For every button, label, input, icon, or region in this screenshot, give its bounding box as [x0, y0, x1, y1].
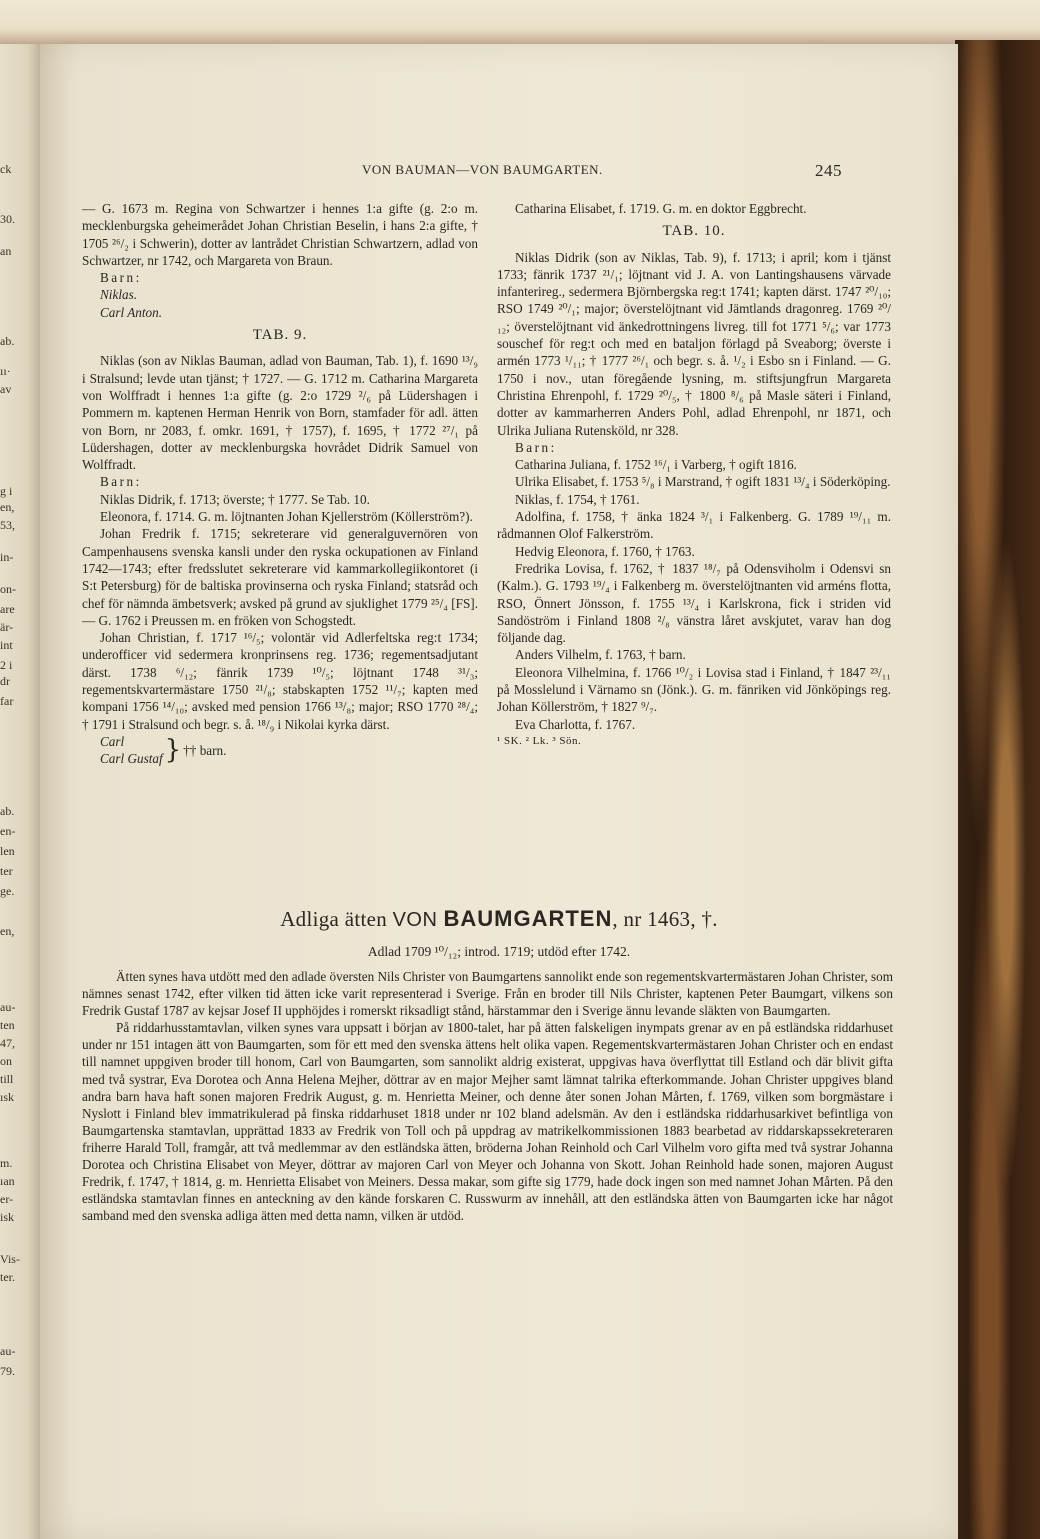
section-body	[82, 968, 893, 1224]
facing-page-text-fragment: 30.	[0, 212, 15, 226]
facing-page-text-fragment: ab.	[0, 334, 15, 348]
facing-page-text-fragment: en,	[0, 924, 15, 938]
child-entry: Eleonora Vilhelmina, f. 1766 ¹⁰/₂ i Lovisa stad i Finland, † 1847 ²³/₁₁ på Mosslelund i Värnamo sn (Jönk.). G. m. fänriken vid Jönköpings reg. Johan Köllerström, † 1827 ⁹/₇.	[497, 664, 891, 715]
section-subtitle: Adlad 1709 ¹⁰/₁₂; introd. 1719; utdöd efter 1742.	[367, 944, 631, 959]
facing-page-text-fragment: ısk	[0, 1090, 15, 1104]
paragraph: På riddarhusstamtavlan, vilken synes vara uppsatt i början av 1800-talet, har på ätten falskeligen inympats grenar av en på estländska riddarhuset under nr 151 intagen ätt von Baumgarten, som för ett med den svenska ättens helt olika vapen. Regementskvartermästaren Johan Christer och en endast till namnet uppgiven broder till honom, Carl von Baumgarten, som sannolikt aldrig existerat, uppgivas hava överflyttat till Estland och där blivit gifta med två systrar, Eva Dorotea och Anna Helena Mejher, döttrar av en major Mejher samt lämnat talrika efterkommande. Johan Christer uppgives bland andra barn hava haft sonen majoren Fredrik August, g. m. Henrietta Meiner, och denne åter sonen Johan Mårten, f. 1769, vilken som borgmästare i Nyslott i Finland blev immatrikulerad på finska riddarhuset 1818 under nr 102 bland adelsmän. Av den i estländska riddarhusarkivet befintliga von Baumgartenska stamtavlan, upprättad 1833 av Fredrik von Toll och på uppdrag av matrikelkommissionen 1883 bearbetad av riddarskapssekreteraren friherre Harald Toll, framgår, att två medlemmar av den estländska ätten, bröderna Johan Reinhold och Carl Vilhelm voro gifta med två systrar Johanna Dorotea och Christina Elisabet von Meyer, döttrar av majoren Carl von Meyer och Johanna von Skott. Johan Reinhold hade sonen, majoren August Fredrik, f. 1747, † 1814, g. m. Henrietta Elisabet von Meiners. Dessa makar, som gifte sig 1779, hade dock ingen son med namnet Johan Mårten. På den estländska stamtavlan finnes en anteckning av den kände forskaren C. Russwurm av innehåll, att den estländska ätten von Baumgarten icke har något samband med den svenska adliga ätten med detta namn, vilken är utdöd.	[82, 1020, 893, 1224]
child-entry: Eleonora, f. 1714. G. m. löjtnanten Johan Kjellerström (Köllerström?).	[100, 509, 473, 525]
child-entry: Carl Anton.	[100, 304, 163, 320]
facing-page-text-fragment: av	[0, 382, 12, 396]
brace-entry	[82, 733, 478, 768]
children-heading: Barn:	[100, 474, 142, 490]
child-entry: Johan Fredrik f. 1715; sekreterare vid generalguvernören von Campenhausens svenska kansli under den ryska ockupationen av Finland 1742—1743; efter fredsslutet sekreterare vid kammarkollegiikontoret (i S:t Petersburg) för de baltiska provinserna och ryska Finland; statsråd och chef för nämnda ämbetsverk; avsked på grund av sjuklighet 1779 ²⁵/₄ [FS]. — G. 1762 i Preussen m. en fröken von Schogstedt.	[82, 526, 478, 628]
page-top-edge	[0, 0, 1040, 48]
facing-page-text-fragment: till	[0, 1072, 14, 1086]
brace-note: †† barn.	[183, 742, 227, 758]
child-entry: Eva Charlotta, f. 1767.	[515, 716, 636, 732]
facing-page-text-fragment: ter	[0, 864, 13, 878]
facing-page-text-fragment: dr	[0, 674, 10, 688]
facing-page-text-fragment: int	[0, 638, 13, 652]
child-entry: Adolfina, f. 1758, † änka 1824 ³/₁ i Falkenberg. G. 1789 ¹⁹/₁₁ m. rådmannen Olof Falkerström.	[497, 509, 891, 542]
facing-page-text-fragment: are	[0, 602, 15, 616]
facing-page-text-fragment: an	[0, 244, 12, 258]
page-number: 245	[815, 161, 842, 180]
footnotes: ¹ SK. ² Lk. ³ Sön.	[497, 734, 582, 747]
table-heading: TAB. 9.	[252, 327, 308, 344]
child-entry: Catharina Elisabet, f. 1719. G. m. en doktor Eggbrecht.	[515, 201, 807, 216]
children-heading: Barn:	[100, 270, 142, 286]
facing-page-text-fragment: en,	[0, 500, 15, 514]
facing-page-text-fragment: en-	[0, 824, 16, 838]
child-entry: Niklas, f. 1754, † 1761.	[515, 491, 640, 507]
facing-page-text-fragment: 79.	[0, 1364, 15, 1378]
section-title: Adliga ätten VON BAUMGARTEN, nr 1463, †.	[280, 906, 718, 931]
children-heading: Barn:	[515, 439, 557, 455]
facing-page-text-fragment: ten	[0, 1018, 15, 1032]
curly-brace-icon: }	[164, 735, 182, 766]
facing-page-text-fragment: 47,	[0, 1036, 15, 1050]
facing-page-text-fragment: ge.	[0, 884, 15, 898]
child-entry: Hedvig Eleonora, f. 1760, † 1763.	[515, 543, 695, 559]
book-page	[40, 44, 958, 1539]
paragraph: Niklas (son av Niklas Bauman, adlad von Bauman, Tab. 1), f. 1690 ¹³/₉ i Stralsund; levde utan tjänst; † 1727. — G. 1712 m. Catharina Margareta von Wolffradt i hennes 1:a gifte (g. 2:o 1729 ²/₆ på Lüdershagen i Pommern m. kaptenen Herman Henrik von Born, stamfader för adl. ätten von Born, nr 2083, f. omkr. 1691, † 1757), f. 1695, † 1772 ²⁷/₁ på Lüdershagen, dotter av mecklenburgska hovrådet Didrik Samuel von Wolffradt.	[82, 353, 478, 473]
facing-page-text-fragment: er-	[0, 1192, 14, 1206]
facing-page-text-fragment: Vis-	[0, 1252, 20, 1266]
facing-page-text-fragment: g i	[0, 484, 13, 498]
facing-page-text-fragment: ab.	[0, 804, 15, 818]
child-entry: Catharina Juliana, f. 1752 ¹⁶/₁ i Varberg, † ogift 1816.	[515, 457, 797, 473]
facing-page-text-fragment: 2 i	[0, 658, 13, 672]
facing-page-text-fragment: len	[0, 844, 15, 858]
brace-names: Carl Carl Gustaf	[100, 733, 163, 767]
running-title: VON BAUMAN—VON BAUMGARTEN.	[362, 162, 603, 177]
facing-page-text-fragment: ck	[0, 162, 12, 176]
book-binding-edge	[955, 40, 1040, 1539]
child-entry: Niklas.	[100, 287, 137, 303]
facing-page-text-fragment: isk	[0, 1210, 15, 1224]
facing-page-text-fragment: au-	[0, 1000, 16, 1014]
facing-page-text-fragment: ter.	[0, 1270, 15, 1284]
table-heading: TAB. 10.	[662, 223, 726, 240]
facing-page-text-fragment: ıan	[0, 1174, 15, 1188]
paragraph: Niklas Didrik (son av Niklas, Tab. 9), f. 1713; i april; kom i tjänst 1733; fänrik 1737 ²¹/₁; löjtnant vid J. A. von Lantingshausens värvade infanterireg., sedermera Björnbergska reg:t 1741; kapten därst. 1747 ²⁰/₁₀; RSO 1749 ²⁰/₁; major; överstelöjtnant vid Jämtlands dragonreg. 1769 ²⁰/₁₂; överstelöjtnant vid änkedrottningens livreg. till fot 1771 ⁵/₆; var 1773 souschef för reg:t och med en bataljon förlagd på Sveaborg; överste i armén 1773 ¹/₁₁; † 1777 ²⁶/₁ och begr. s. å. ¹/₂ i Esbo sn i Finland. — G. 1750 i nov., utan föregående lysning, m. stiftsjungfrun Margareta Christina Ehrenpohl, f. 1729 ²⁰/₅, † 1800 ⁸/₆ på Masle säteri i Finland, dotter av kammarherren Anders Pohl, adlad Ehrenpohl, nr 1871, och Ulrika Juliana Rutensköld, nr 328.	[497, 249, 891, 438]
paragraph: — G. 1673 m. Regina von Schwartzer i hennes 1:a gifte (g. 2:o m. mecklenburgska geheimerådet Johan Christian Beselin, i hans 2:a gifte, † 1705 ²⁶/₂ i Schwerin), dotter av lantrådet Christian Schwartzern, adlad von Schwartzer, nr 1742, och Margareta von Braun.	[82, 201, 478, 268]
facing-page-text-fragment: m.	[0, 1156, 13, 1170]
facing-page-text-fragment: on	[0, 1054, 12, 1068]
facing-page-fragment	[0, 44, 40, 1539]
left-column	[82, 200, 478, 768]
facing-page-text-fragment: in-	[0, 550, 14, 564]
facing-page-text-fragment: far	[0, 694, 14, 708]
facing-page-text-fragment: on-	[0, 582, 16, 596]
facing-page-text-fragment: är-	[0, 620, 14, 634]
child-entry: Johan Christian, f. 1717 ¹⁶/₅; volontär vid Adlerfeltska reg:t 1734; underofficer vid sedermera kronprinsens reg. 1736; regementsadjutant därst. 1738 ⁶/₁₂; fänrik 1739 ¹⁰/₅; löjtnant 1748 ³¹/₃; regementskvartermästare 1750 ²¹/₈; stabskapten 1752 ¹¹/₇; kapten med kompani 1756 ¹⁴/₁₀; avsked med pension 1766 ¹³/₈; major; RSO 1770 ²⁸/₄; † 1791 i Stralsund och begr. s. å. ¹⁸/₉ i Nikolai kyrka därst.	[82, 630, 478, 732]
child-entry: Niklas Didrik, f. 1713; överste; † 1777. Se Tab. 10.	[100, 491, 370, 507]
child-entry: Fredrika Lovisa, f. 1762, † 1837 ¹⁸/₇ på Odensviholm i Odensvi sn (Kalm.). G. 1793 ¹⁹/₄ i Falkenberg m. överstelöjtnanten vid arméns flotta, RSO, Önnert Jönsson, f. 1755 ¹³/₄ i Karlskrona, fick i striden vid Sandöström i Finland 1808 ²/₈ vänstra låret avskjutet, varav han dog följande dag.	[497, 560, 891, 646]
child-entry: Anders Vilhelm, f. 1763, † barn.	[515, 647, 686, 663]
facing-page-text-fragment: 53,	[0, 518, 15, 532]
child-entry: Ulrika Elisabet, f. 1753 ⁵/₈ i Marstrand, † ogift 1831 ¹³/₄ i Söderköping.	[515, 474, 891, 490]
facing-page-text-fragment: ıı·	[0, 364, 11, 378]
paragraph: Ätten synes hava utdött med den adlade översten Nils Christer von Baumgartens sannolikt ende son regementskvartermästaren Johan Christer, som nämnes senast 1742, efter vilken tid ätten icke varit representerad i Sverige. Från en broder till Nils Christer, kaptenen Peter Baumgart, vilkens son Fredrik Gustaf 1787 av kejsar Josef II upphöjdes i romerskt riksadligt stånd, härstammar den i Sverige ännu levande släkten von Baumgarten.	[82, 969, 893, 1019]
right-column	[497, 200, 891, 750]
facing-page-text-fragment: au-	[0, 1344, 16, 1358]
